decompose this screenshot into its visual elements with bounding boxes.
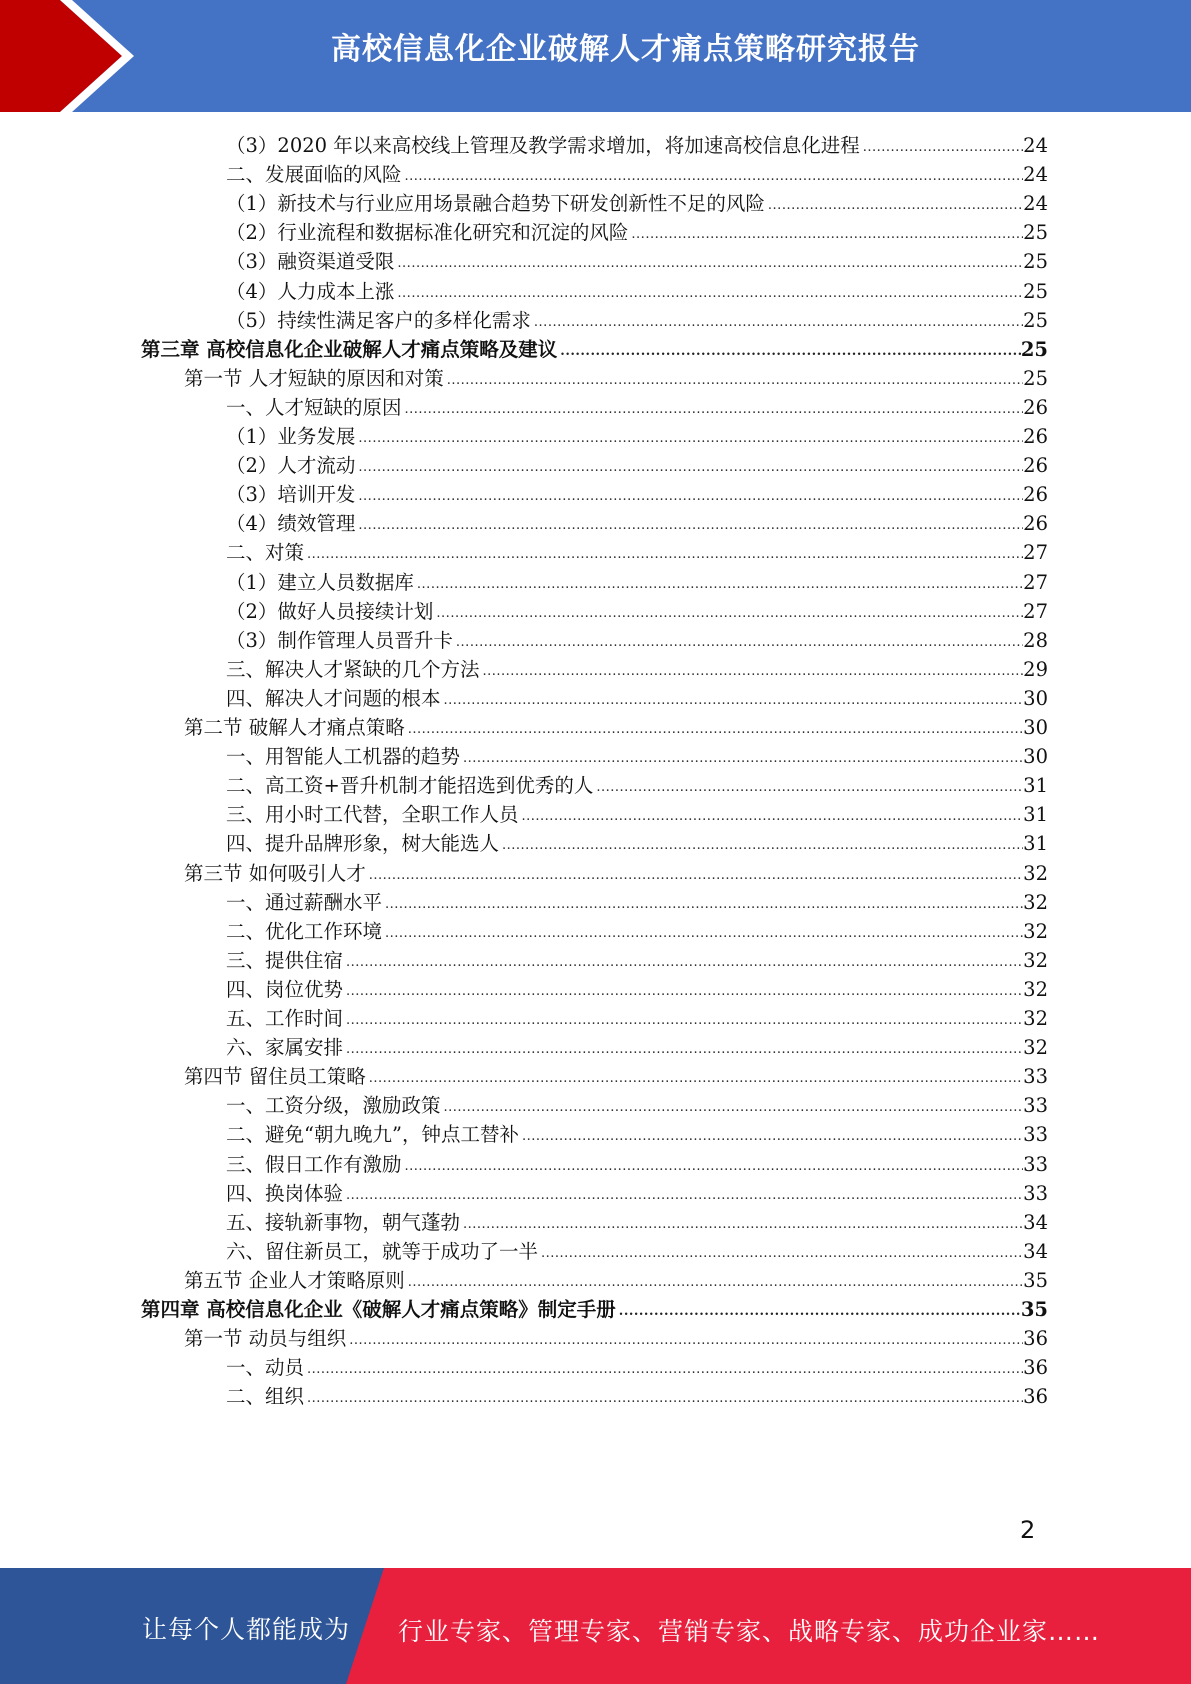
toc-entry-title: 四、换岗体验: [226, 1181, 344, 1205]
toc-entry-title: 第二节 破解人才痛点策略: [184, 716, 405, 739]
toc-entry-title: 第三章 高校信息化企业破解人才痛点策略及建议: [141, 337, 558, 361]
toc-entry-page: 27: [1023, 541, 1048, 565]
toc-entry-title: 三、解决人才紧缺的几个方法: [226, 657, 480, 681]
toc-entry-title: 一、人才短缺的原因: [226, 395, 402, 419]
toc-entry-page: 30: [1023, 686, 1048, 710]
toc-entry[interactable]: [226, 389, 1048, 420]
toc-entry-title: 一、通过薪酬水平: [226, 890, 383, 914]
toc-entry[interactable]: [226, 447, 1048, 478]
toc-dot-leader: [397, 284, 1023, 304]
toc-entry-title: 四、岗位优势: [226, 977, 344, 1001]
toc-entry[interactable]: [184, 1320, 1048, 1351]
toc-entry-title: 二、优化工作环境: [226, 919, 383, 943]
toc-entry[interactable]: [226, 971, 1048, 1002]
toc-entry[interactable]: [226, 127, 1048, 158]
toc-entry[interactable]: [226, 1029, 1048, 1060]
page-footer: [0, 1568, 1191, 1684]
toc-entry[interactable]: [141, 331, 1048, 362]
footer-slogan: 让每个人都能成为: [142, 1615, 351, 1644]
toc-entry-page: 36: [1023, 1385, 1048, 1409]
toc-entry[interactable]: [226, 622, 1048, 653]
toc-dot-leader: [307, 1360, 1023, 1380]
toc-dot-leader: [541, 1244, 1023, 1264]
toc-entry[interactable]: [226, 1116, 1048, 1147]
toc-entry-page: 33: [1023, 1181, 1048, 1205]
toc-entry-page: 32: [1023, 1007, 1048, 1030]
toc-entry[interactable]: [226, 564, 1048, 595]
toc-entry-page: 25: [1023, 279, 1048, 303]
toc-dot-leader: [768, 196, 1023, 216]
toc-entry-title: 三、假日工作有激励: [226, 1152, 402, 1176]
toc-entry[interactable]: [184, 1262, 1048, 1293]
toc-entry-title: 三、用小时工代替，全职工作人员: [226, 803, 519, 827]
toc-entry-page: 31: [1023, 774, 1048, 798]
toc-entry[interactable]: [226, 651, 1048, 682]
toc-entry-title: 三、提供住宿: [226, 948, 344, 972]
toc-dot-leader: [447, 371, 1023, 391]
toc-dot-leader: [405, 1157, 1024, 1177]
toc-entry-page: 25: [1023, 250, 1048, 274]
toc-entry-page: 32: [1023, 919, 1048, 943]
toc-entry-title: 第三节 如何吸引人才: [184, 861, 366, 885]
toc-entry[interactable]: [184, 855, 1048, 886]
toc-entry-page: 32: [1023, 861, 1048, 885]
toc-entry-title: 二、对策: [226, 541, 305, 565]
toc-entry-title: 第一节 动员与组织: [184, 1327, 347, 1351]
toc-entry-page: 33: [1023, 1152, 1048, 1176]
toc-entry[interactable]: [226, 1204, 1048, 1235]
toc-entry[interactable]: [226, 1000, 1048, 1031]
toc-entry[interactable]: [226, 593, 1048, 624]
toc-entry-title: 五、工作时间: [226, 1007, 344, 1030]
toc-entry-page: 35: [1020, 1298, 1048, 1321]
report-title: 高校信息化企业破解人才痛点策略研究报告: [331, 32, 920, 67]
toc-entry-page: 24: [1023, 163, 1048, 187]
toc-entry-page: 30: [1023, 716, 1048, 739]
toc-entry[interactable]: [226, 884, 1048, 915]
toc-entry-page: 25: [1023, 308, 1048, 332]
toc-dot-leader: [346, 982, 1023, 1002]
toc-dot-leader: [385, 895, 1023, 915]
toc-dot-leader: [358, 487, 1023, 507]
toc-entry-title: 一、动员: [226, 1356, 305, 1380]
toc-entry-page: 28: [1023, 628, 1048, 652]
toc-dot-leader: [522, 1127, 1023, 1147]
toc-entry-title: 四、提升品牌形象，树大能选人: [226, 832, 500, 856]
toc-dot-leader: [522, 807, 1024, 827]
toc-entry[interactable]: [226, 796, 1048, 827]
toc-dot-leader: [307, 1389, 1023, 1409]
toc-entry-title: （4）绩效管理: [226, 512, 356, 536]
toc-entry-page: 25: [1020, 337, 1048, 361]
toc-entry-title: （5）持续性满足客户的多样化需求: [226, 308, 531, 332]
toc-entry[interactable]: [226, 302, 1048, 333]
toc-dot-leader: [307, 545, 1023, 565]
toc-entry-title: 二、组织: [226, 1385, 305, 1409]
toc-entry[interactable]: [226, 738, 1048, 769]
toc-entry[interactable]: [226, 1378, 1048, 1409]
toc-dot-leader: [346, 1040, 1023, 1060]
toc-entry-page: 25: [1023, 366, 1048, 390]
toc-dot-leader: [405, 167, 1024, 187]
toc-entry[interactable]: [226, 1233, 1048, 1264]
toc-entry-page: 32: [1023, 948, 1048, 972]
toc-entry-page: 26: [1023, 454, 1048, 478]
toc-entry[interactable]: [226, 680, 1048, 711]
toc-dot-leader: [385, 924, 1023, 944]
toc-dot-leader: [358, 429, 1023, 449]
toc-entry[interactable]: [226, 1175, 1048, 1206]
toc-entry-page: 27: [1023, 570, 1048, 594]
toc-entry-title: 第四章 高校信息化企业《破解人才痛点策略》制定手册: [141, 1298, 616, 1321]
toc-entry-page: 33: [1023, 1094, 1048, 1118]
toc-entry-title: 第一节 人才短缺的原因和对策: [184, 366, 444, 390]
toc-dot-leader: [502, 836, 1023, 856]
toc-dot-leader: [444, 691, 1024, 711]
toc-entry-page: 31: [1023, 832, 1048, 856]
toc-dot-leader: [483, 662, 1024, 682]
toc-dot-leader: [417, 575, 1023, 595]
toc-entry-page: 32: [1023, 977, 1048, 1001]
toc-entry-title: （2）行业流程和数据标准化研究和沉淀的风险: [226, 221, 629, 245]
page-number: 2: [1020, 1516, 1036, 1544]
toc-dot-leader: [358, 516, 1023, 536]
toc-entry-title: （2）人才流动: [226, 454, 356, 478]
toc-entry-title: 六、家属安排: [226, 1036, 344, 1060]
toc-entry-title: 二、发展面临的风险: [226, 163, 402, 187]
toc-entry[interactable]: [226, 243, 1048, 274]
toc-entry[interactable]: [141, 1291, 1048, 1322]
toc-entry-title: 二、高工资+晋升机制才能招选到优秀的人: [226, 774, 594, 798]
toc-dot-leader: [436, 604, 1023, 624]
toc-entry[interactable]: [226, 767, 1048, 798]
toc-dot-leader: [369, 866, 1023, 886]
toc-entry-page: 25: [1023, 221, 1048, 245]
toc-entry-page: 33: [1023, 1065, 1048, 1089]
toc-entry-page: 24: [1023, 134, 1048, 157]
toc-dot-leader: [358, 458, 1023, 478]
toc-dot-leader: [405, 400, 1024, 420]
toc-entry-page: 30: [1023, 745, 1048, 769]
toc-entry[interactable]: [226, 505, 1048, 536]
toc-entry-page: 33: [1023, 1123, 1048, 1147]
toc-entry-title: （3）制作管理人员晋升卡: [226, 628, 453, 652]
toc-entry-page: 32: [1023, 890, 1048, 914]
toc-entry-page: 26: [1023, 395, 1048, 419]
toc-entry-title: （1）建立人员数据库: [226, 570, 414, 594]
toc-dot-leader: [463, 1215, 1023, 1235]
toc-entry-page: 35: [1023, 1268, 1048, 1292]
toc-dot-leader: [349, 1331, 1023, 1351]
toc-entry[interactable]: [226, 214, 1048, 245]
toc-entry-page: 29: [1023, 657, 1048, 681]
toc-dot-leader: [397, 254, 1023, 274]
toc-entry-page: 36: [1023, 1356, 1048, 1380]
toc-entry-page: 26: [1023, 425, 1048, 448]
toc-entry-page: 32: [1023, 1036, 1048, 1060]
toc-entry-title: （4）人力成本上涨: [226, 279, 395, 303]
toc-entry[interactable]: [226, 418, 1048, 449]
toc-entry-title: 四、解决人才问题的根本: [226, 686, 441, 710]
toc-entry[interactable]: [226, 825, 1048, 856]
toc-dot-leader: [346, 1011, 1023, 1031]
toc-entry[interactable]: [226, 534, 1048, 565]
toc-entry-page: 31: [1023, 803, 1048, 827]
toc-entry-page: 34: [1023, 1210, 1048, 1234]
toc-entry-page: 26: [1023, 483, 1048, 507]
toc-dot-leader: [346, 1186, 1023, 1206]
toc-entry-page: 24: [1023, 192, 1048, 216]
toc-dot-leader: [463, 749, 1023, 769]
toc-entry-title: （1）新技术与行业应用场景融合趋势下研发创新性不足的风险: [226, 192, 765, 216]
toc-entry[interactable]: [226, 185, 1048, 216]
toc-entry-page: 26: [1023, 512, 1048, 536]
toc-entry-title: 六、留住新员工，就等于成功了一半: [226, 1239, 539, 1263]
toc-dot-leader: [408, 720, 1023, 740]
toc-dot-leader: [863, 138, 1023, 158]
toc-entry[interactable]: [226, 1349, 1048, 1380]
toc-entry-title: 二、避免“朝九晚九”，钟点工替补: [226, 1123, 519, 1147]
toc-entry[interactable]: [184, 709, 1048, 740]
toc-dot-leader: [619, 1302, 1021, 1322]
toc-dot-leader: [596, 778, 1023, 798]
toc-entry-page: 34: [1023, 1239, 1048, 1263]
toc-dot-leader: [408, 1273, 1023, 1293]
toc-entry-title: 一、用智能人工机器的趋势: [226, 745, 461, 769]
toc-dot-leader: [631, 225, 1023, 245]
toc-entry-page: 27: [1023, 599, 1048, 623]
page-header: [0, 0, 1191, 112]
toc-entry-title: （3）培训开发: [226, 483, 356, 507]
toc-entry-title: （3）融资渠道受限: [226, 250, 395, 274]
toc-entry[interactable]: [226, 942, 1048, 973]
toc-dot-leader: [346, 953, 1023, 973]
toc-entry-title: 第五节 企业人才策略原则: [184, 1268, 405, 1292]
toc-dot-leader: [369, 1069, 1023, 1089]
toc-entry-title: （3）2020 年以来高校线上管理及教学需求增加，将加速高校信息化进程: [226, 134, 860, 157]
footer-tagline: 行业专家、管理专家、营销专家、战略专家、成功企业家……: [398, 1617, 1101, 1646]
toc-dot-leader: [444, 1098, 1024, 1118]
toc-entry[interactable]: [226, 913, 1048, 944]
toc-entry[interactable]: [226, 156, 1048, 187]
toc-entry-page: 36: [1023, 1327, 1048, 1351]
toc-entry[interactable]: [226, 1146, 1048, 1177]
toc-dot-leader: [456, 633, 1023, 653]
toc-entry-title: 一、工资分级，激励政策: [226, 1094, 441, 1118]
toc-entry[interactable]: [184, 360, 1048, 391]
toc-entry-title: 第四节 留住员工策略: [184, 1065, 366, 1089]
toc-entry-title: 五、接轨新事物，朝气蓬勃: [226, 1210, 461, 1234]
toc-entry-title: （1）业务发展: [226, 425, 356, 448]
toc-entry[interactable]: [226, 476, 1048, 507]
toc-entry[interactable]: [226, 1087, 1048, 1118]
toc-dot-leader: [534, 313, 1023, 333]
toc-entry-title: （2）做好人员接续计划: [226, 599, 434, 623]
toc-entry[interactable]: [184, 1058, 1048, 1089]
toc-entry[interactable]: [226, 273, 1048, 304]
toc-dot-leader: [560, 342, 1021, 362]
